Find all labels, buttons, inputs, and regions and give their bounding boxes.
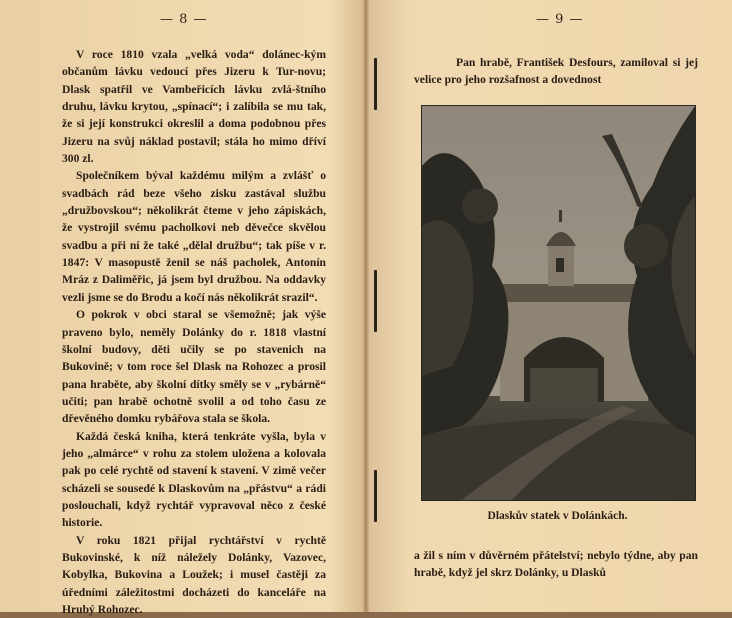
right-page (366, 0, 732, 612)
paragraph: a žil s ním v důvěrném přátelství; nebylo týdne, aby pan hrabě, když jel skrz Dolánky, u Dlasků (414, 549, 698, 580)
left-page (0, 0, 366, 616)
paragraph: Společníkem býval každému milým a zvlášť o svadbách rád beze všeho zisku zastával službu „družbovskou“; několikrát čteme v jeho zápiskách, že vystrojil svému pacholkovi neb děvečce skvělou svadbu a při ní že také „dělal družbu“; tak píše v r. 1847: V masopustě ženil se náš pacholek, Antonín Mráz z Daliměřic, já jsem byl družbou. Na oddavky vezli jsme se do Brodu a kočí nás několikrát srazil“. (62, 169, 326, 304)
farmstead-photo-image (422, 106, 695, 500)
paragraph: V roce 1810 vzala „velká voda“ dolánec-kým občanům lávku vedoucí přes Jizeru k Tur-novu; Dlask spatřil ve Vambeřicích lávku zvlá-štního druhu, lávku krytou, „spínací“; i zalíbila se mu tak, že si její konstrukci okreslil a doma podobnou přes Jizeru na svůj náklad postavil; stála ho mimo dříví 300 zl. (62, 48, 326, 166)
right-page-bottom-text (414, 547, 698, 582)
page-number: — 8 — (160, 12, 208, 27)
farmstead-photograph (421, 105, 696, 501)
left-page-body (62, 46, 326, 618)
page-number: — 9 — (536, 12, 584, 27)
paragraph: V roku 1821 přijal rychtářství v rychtě Bukovinské, k níž náležely Dolánky, Vazovec, Kobylka, Bukovina a Loužek; i musel častěji za úředními záležitostmi docházeti do kanceláře na Hrubý Rohozec. (62, 533, 326, 616)
paragraph: Každá česká kniha, která tenkráte vyšla, byla v jeho „almárce“ v rohu za stolem uložena a kolovala pak po celé rychtě od stavení k stavení. V zimě večer scházeli se sousedé k Dlaskovům na „přástvu“ a rádi poslouchali, když rychtář vypravoval něco z české historie. (62, 429, 326, 530)
right-page-top-text (414, 54, 698, 89)
paragraph: O pokrok v obci staral se všemožně; jak výše praveno bylo, neměly Dolánky do r. 1818 vlastní školní budovy, děti učily se po stavenich na Bukovině; v tom roce šel Dlask na Rohozec a prosil pana hraběte, aby školní dítky směly se v „rybárně“ učiti; pan hrabě ochotně svolil a od toho času ze dřevěného domku rybářova stala se škola. (62, 308, 326, 426)
photo-caption: Dlaskův statek v Dolánkách. (487, 510, 628, 522)
paragraph: Pan hrabě, František Desfours, zamiloval si jej velice pro jeho rozšafnost a dovednost (414, 56, 698, 87)
